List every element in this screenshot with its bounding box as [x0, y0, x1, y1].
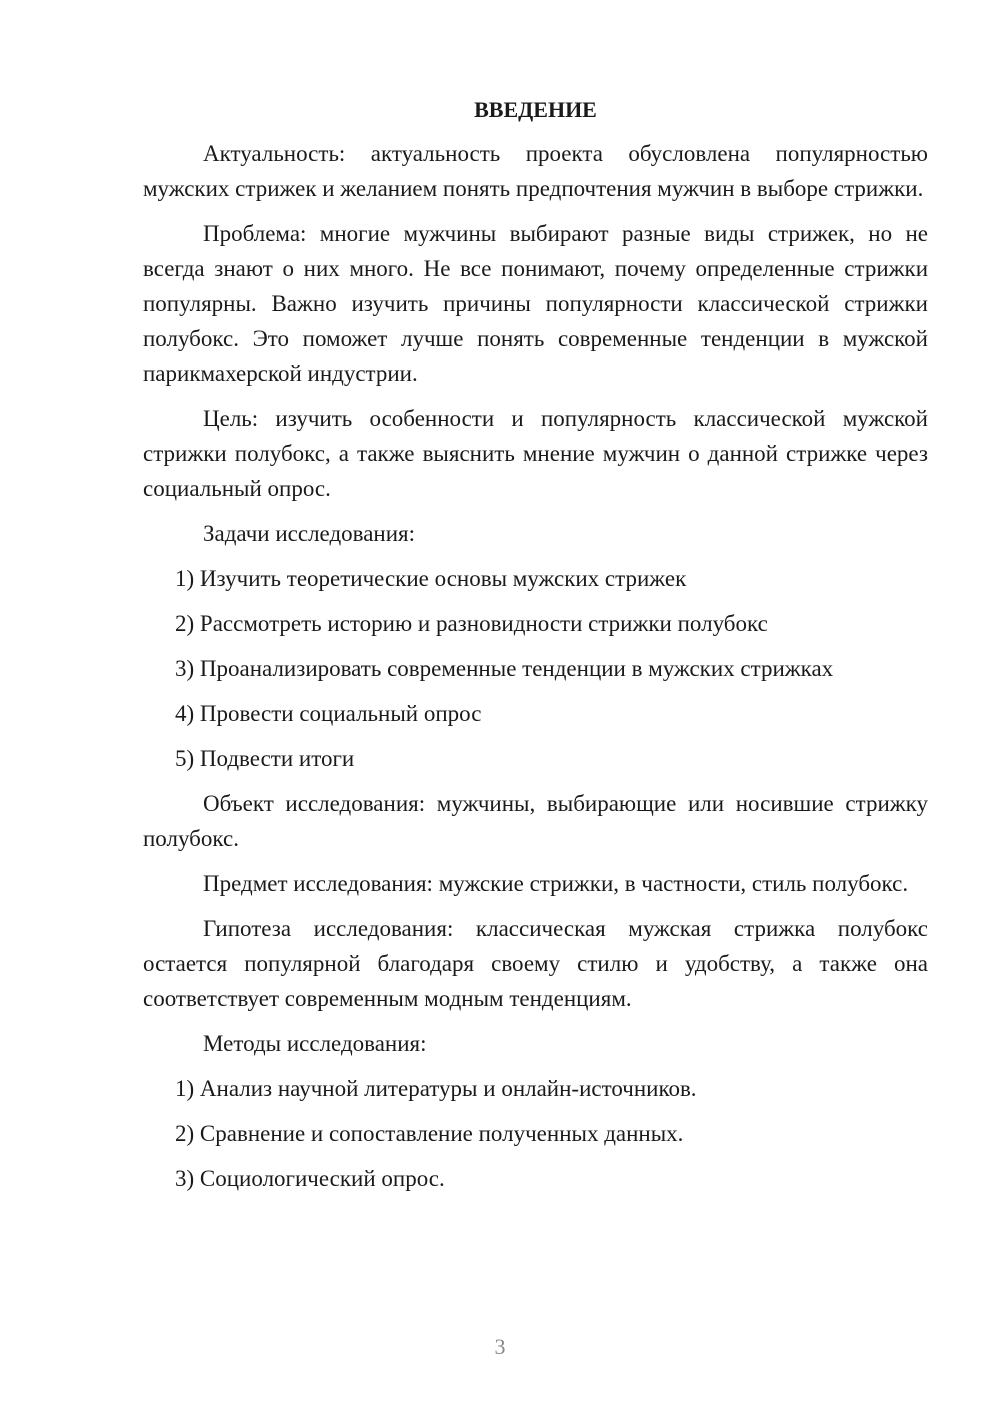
- paragraph-relevance: Актуальность: актуальность проекта обусловлена популярностью мужских стрижек и желанием понять предпочтения мужчин в выборе стрижки.: [143, 141, 928, 201]
- list-item: 4) Провести социальный опрос: [175, 701, 482, 726]
- page-number: 3: [494, 1334, 506, 1359]
- paragraph-subject: Предмет исследования: мужские стрижки, в частности, стиль полубокс.: [203, 871, 909, 896]
- methods-heading: Методы исследования:: [203, 1031, 427, 1056]
- tasks-heading: Задачи исследования:: [203, 521, 416, 546]
- list-item: 2) Рассмотреть историю и разновидности стрижки полубокс: [175, 611, 768, 636]
- list-item: 1) Анализ научной литературы и онлайн-источников.: [175, 1076, 697, 1101]
- document-page: [143, 95, 928, 1206]
- paragraph-object: Объект исследования: мужчины, выбирающие или носившие стрижку полубокс.: [143, 791, 928, 851]
- paragraph-problem: Проблема: многие мужчины выбирают разные виды стрижек, но не всегда знают о них много. Не все понимают, почему определенные стрижки популярны. Важно изучить причины популярности классической стрижки полубокс. Это поможет лучше понять современные тенденции в мужской парикмахерской индустрии.: [143, 221, 928, 386]
- list-item: 2) Сравнение и сопоставление полученных данных.: [175, 1121, 684, 1146]
- list-item: 5) Подвести итоги: [175, 746, 355, 771]
- list-item: 1) Изучить теоретические основы мужских стрижек: [175, 566, 687, 591]
- tasks-list: [143, 561, 928, 776]
- list-item: 3) Социологический опрос.: [175, 1166, 445, 1191]
- paragraph-goal: Цель: изучить особенности и популярность классической мужской стрижки полубокс, а также выяснить мнение мужчин о данной стрижке через социальный опрос.: [143, 406, 928, 501]
- list-item: 3) Проанализировать современные тенденции в мужских стрижках: [175, 656, 834, 681]
- paragraph-hypothesis: Гипотеза исследования: классическая мужская стрижка полубокс остается популярной благодаря своему стилю и удобству, а также она соответствует современным модным тенденциям.: [143, 916, 928, 1011]
- section-title: ВВЕДЕНИЕ: [474, 97, 597, 122]
- methods-list: [143, 1071, 928, 1196]
